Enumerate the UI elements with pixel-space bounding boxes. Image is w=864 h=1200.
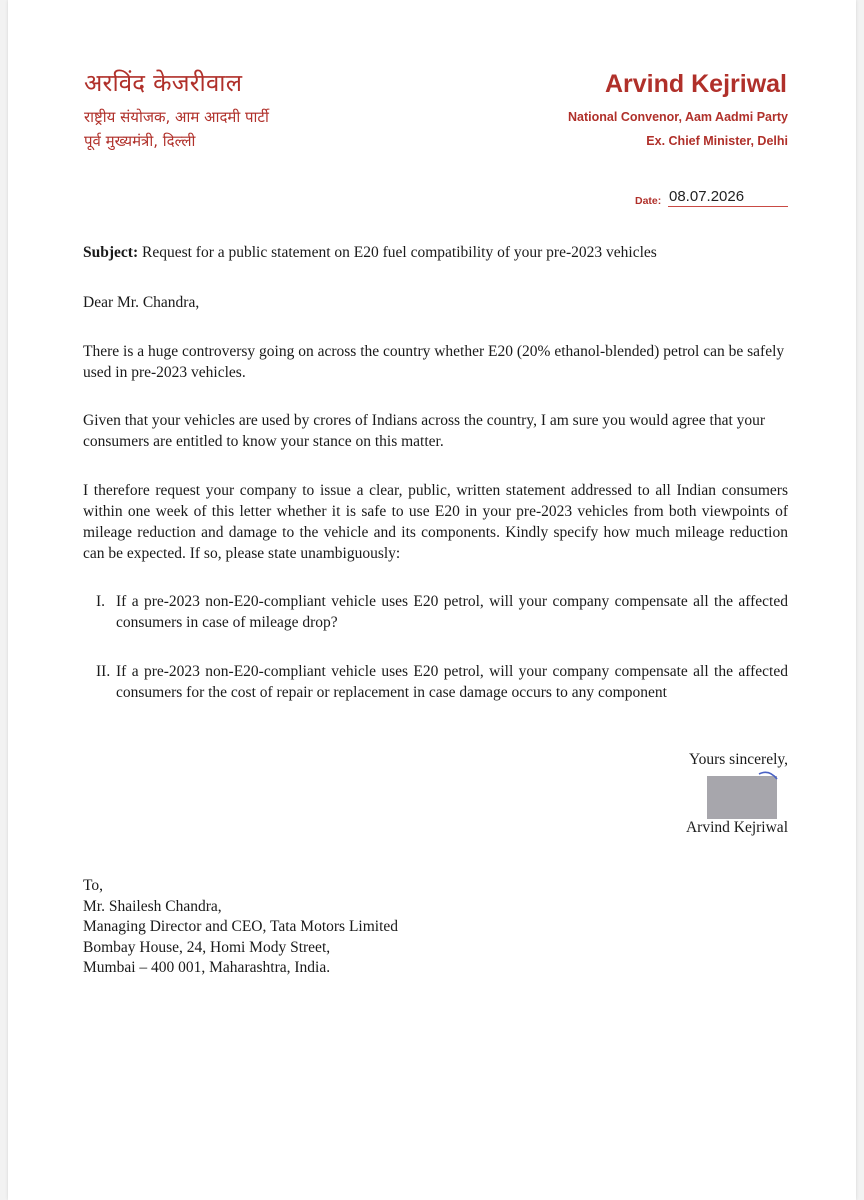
salutation: Dear Mr. Chandra, (83, 294, 200, 311)
list-item-text: If a pre-2023 non-E20-compliant vehicle uses E20 petrol, will your company compensate all the affected consumers for the cost of repair or replacement in case damage occurs to any component (116, 663, 788, 701)
hindi-title-line-2: पूर्व मुख्यमंत्री, दिल्ली (84, 132, 196, 150)
list-item (96, 591, 788, 633)
paragraph-2: Given that your vehicles are used by crores of Indians across the country, I am sure you would agree that your consumers are entitled to know your stance on this matter. (83, 412, 766, 450)
english-name-header: Arvind Kejriwal (605, 70, 787, 98)
recipient-address-line-2: Mumbai – 400 001, Maharashtra, India. (83, 959, 331, 976)
english-title-line-2: Ex. Chief Minister, Delhi (646, 134, 788, 148)
date-value: 08.07.2026 (668, 188, 788, 207)
recipient-name: Mr. Shailesh Chandra, (83, 897, 222, 915)
recipient-to: To, (83, 877, 104, 894)
closing-signer-name: Arvind Kejriwal (685, 819, 788, 836)
signature-stroke-icon (757, 770, 781, 782)
hindi-name-header: अरविंद केजरीवाल (84, 69, 243, 97)
hindi-title-line-1: राष्ट्रीय संयोजक, आम आदमी पार्टी (84, 108, 269, 126)
paragraph-1: There is a huge controversy going on across the country whether E20 (20% ethanol-blended) petrol can be safely used in pre-2023 vehicles. (83, 343, 785, 381)
recipient-title: Managing Director and CEO, Tata Motors Limited (83, 918, 399, 935)
recipient-address-block (83, 876, 398, 979)
subject-line (83, 242, 788, 263)
subject-text: Request for a public statement on E20 fuel compatibility of your pre-2023 vehicles (138, 244, 657, 261)
closing-sign-off: Yours sincerely, (688, 751, 788, 768)
english-title-line-1: National Convenor, Aam Aadmi Party (568, 110, 788, 124)
list-item (96, 661, 788, 703)
redacted-signature (707, 776, 777, 819)
subject-label: Subject: (83, 244, 139, 261)
recipient-address-line-1: Bombay House, 24, Homi Mody Street, (83, 938, 331, 956)
list-item-text: If a pre-2023 non-E20-compliant vehicle uses E20 petrol, will your company compensate all the affected consumers in case of mileage drop? (116, 593, 788, 631)
paragraph-3: I therefore request your company to issue a clear, public, written statement addressed to all Indian consumers within one week of this letter whether it is safe to use E20 in your pre-2023 vehicles from both viewpoints of mileage reduction and damage to the vehicle and its components. Kindly specify how much mileage reduction can be expected. If so, please state unambiguously: (83, 482, 788, 562)
list-item-number: I. (96, 593, 106, 610)
list-item-number: II. (96, 663, 111, 680)
date-label: Date: (635, 195, 662, 207)
letter-page (8, 0, 856, 1200)
